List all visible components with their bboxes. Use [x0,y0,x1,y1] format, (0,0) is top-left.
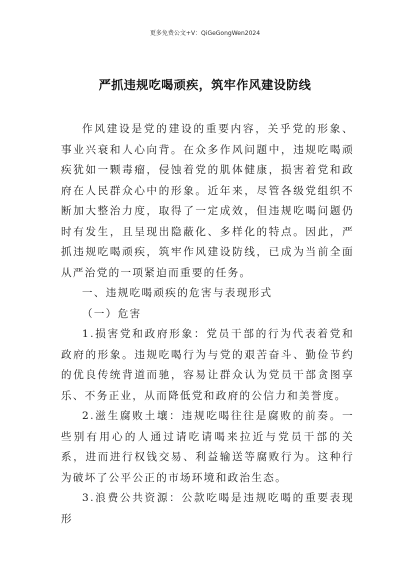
body-paragraph-2: 2.滋生腐败土壤：违规吃喝往往是腐败的前奏。一些别有用心的人通过请吃请喝来拉近与党员干部的关系，进而进行权钱交易、利益输送等腐败行为。这种行为破坏了公平公正的市场环境和政治生态。 [61,410,354,484]
document-body [61,119,354,529]
subsection-heading-harm: （一）危害 [82,307,142,320]
section-heading-1: 一、违规吃喝顽疾的危害与表现形式 [82,287,273,299]
header-note: 更多免费公文+V：QiGeGongWen2024 [149,30,261,37]
body-paragraph-1: 1.损害党和政府形象：党员干部的行为代表着党和政府的形象。违规吃喝行为与党的艰苦奋斗、勤俭节约的优良传统背道而驰，容易让群众认为党员干部贪图享乐、不务正业，从而降低党和政府的公信力和美誉度。 [61,328,354,402]
body-paragraph-intro: 作风建设是党的建设的重要内容，关乎党的形象、事业兴衰和人心向背。在众多作风问题中，违规吃喝顽疾犹如一颗毒瘤，侵蚀着党的肌体健康，损害着党和政府在人民群众心中的形象。近年来，尽管各级党组织不断加大整治力度，取得了一定成效，但违规吃喝问题仍时有发生，且呈现出隐蔽化、多样化的特点。因此，严抓违规吃喝顽疾，筑牢作风建设防线，已成为当前全面从严治党的一项紧迫而重要的任务。 [61,123,354,279]
body-paragraph-3: 3.浪费公共资源：公款吃喝是违规吃喝的重要表现形 [61,492,354,525]
document-title: 严抓违规吃喝顽疾，筑牢作风建设防线 [98,78,312,92]
